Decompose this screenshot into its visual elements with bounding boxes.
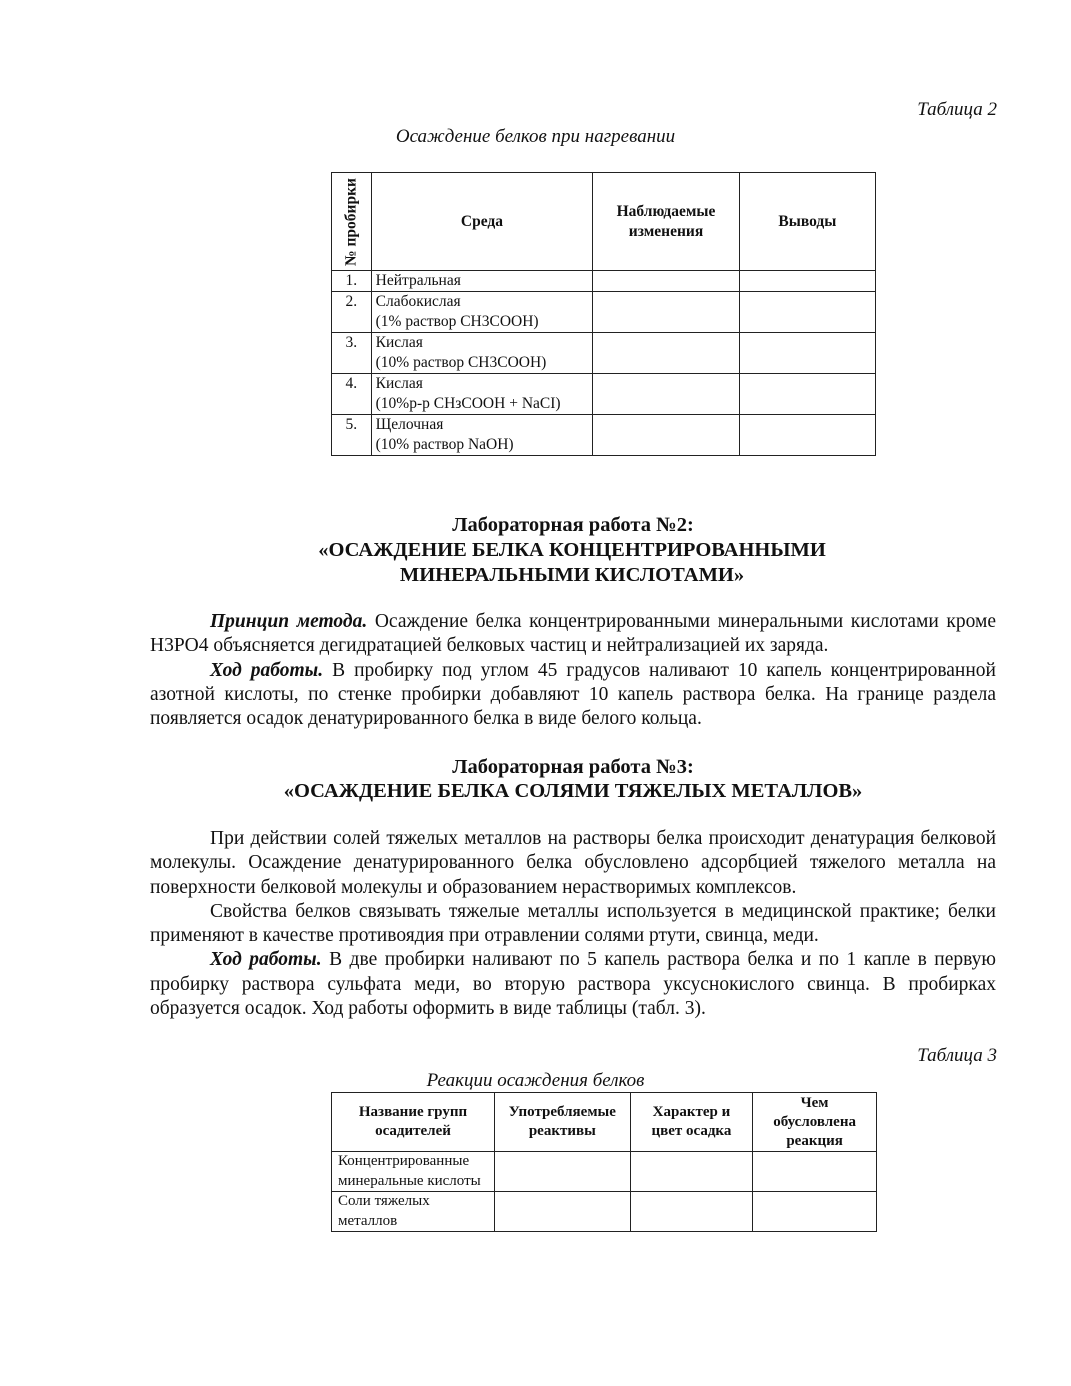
lab2-subtitle: «ОСАЖДЕНИЕ БЕЛКА КОНЦЕНТРИРОВАННЫМИ МИНЕРАЛЬНЫМИ КИСЛОТАМИ»: [318, 539, 826, 586]
row-conclusions: [739, 292, 875, 333]
sreda-line1: Слабокислая: [375, 293, 461, 310]
row-reagents: [495, 1152, 631, 1192]
lab3-procedure: [150, 948, 996, 1021]
row-sreda: [371, 374, 593, 415]
row-num: 5.: [332, 415, 372, 456]
sreda-line2: (10%р-р CHзCOOH + NaCI): [375, 395, 561, 412]
table3: [331, 1092, 877, 1232]
table-row: [332, 271, 876, 292]
table-row: [332, 292, 876, 333]
header-observed-label: Наблюдаемые изменения: [616, 202, 716, 240]
sreda-line1: Щелочная: [375, 416, 444, 433]
lab3-p2: Свойства белков связывать тяжелые металлы используется в медицинской практике; белки применяют в качестве противоядия при отравлении солями ртути, свинца, меди.: [150, 900, 996, 947]
sreda-line1: Кислая: [375, 334, 423, 351]
lab3-p1: При действии солей тяжелых металлов на растворы белка происходит денатурация белковой молекулы. Осаждение денатурированного белка обусловлено адсорбцией тяжелого металла на поверхности белковой молекулы и образованием нерастворимых комплексов.: [150, 828, 996, 898]
lab3-body: [150, 827, 996, 1021]
sreda-line2: (1% раствор CH3COOH): [375, 313, 539, 330]
row-observed: [593, 374, 739, 415]
procedure-label: Ход работы.: [210, 659, 324, 681]
header-cause-label: Чем обусловлена реакция: [773, 1094, 856, 1149]
table2-label: Таблица 2: [917, 99, 997, 120]
table2: [331, 172, 876, 456]
row-conclusions: [739, 374, 875, 415]
principle-text: Осаждение белка концентрированными минеральными кислотами кроме H3PO4 объясняется дегидратацией белковых частиц и нейтрализацией их заряда.: [150, 611, 996, 657]
row-observed: [593, 415, 739, 456]
group-text: Концентрированные минеральные кислоты: [338, 1153, 481, 1189]
table-row: [332, 374, 876, 415]
lab3-title: Лабораторная работа №3:: [452, 756, 694, 778]
row-group: [332, 1192, 495, 1232]
table3-header-row: [332, 1093, 877, 1152]
header-character: [630, 1093, 753, 1152]
header-conclusions: Выводы: [739, 173, 875, 271]
row-cause: [753, 1192, 877, 1232]
row-num: 3.: [332, 333, 372, 374]
row-num: 2.: [332, 292, 372, 333]
table2-header-row: [332, 173, 876, 271]
sreda-line2: (10% раствор CH3COOH): [375, 354, 547, 371]
procedure-label: Ход работы.: [210, 949, 322, 971]
header-num-label: № пробирки: [342, 177, 360, 266]
table-row: [332, 333, 876, 374]
row-reagents: [495, 1192, 631, 1232]
table3-caption: Реакции осаждения белков: [426, 1070, 645, 1091]
table2-caption: Осаждение белков при нагревании: [395, 126, 676, 147]
row-sreda: [371, 415, 593, 456]
row-sreda: [371, 333, 593, 374]
row-character: [630, 1192, 753, 1232]
table-row: [332, 415, 876, 456]
row-conclusions: [739, 271, 875, 292]
sreda-line1: Нейтральная: [375, 272, 461, 289]
lab3-subtitle: «ОСАЖДЕНИЕ БЕЛКА СОЛЯМИ ТЯЖЕЛЫХ МЕТАЛЛОВ»: [283, 780, 863, 802]
row-num: 4.: [332, 374, 372, 415]
sreda-line2: (10% раствор NaOH): [375, 436, 514, 453]
row-character: [630, 1152, 753, 1192]
lab2-body: [150, 610, 996, 731]
header-reagents-label: Употребляемые реактивы: [508, 1104, 616, 1139]
group-text: Соли тяжелых металлов: [338, 1193, 430, 1229]
table3-label: Таблица 3: [917, 1045, 997, 1066]
lab2-procedure: [150, 659, 996, 732]
procedure-text: В две пробирки наливают по 5 капель раствора белка и по 1 капле в первую пробирку раствора сульфата меди, во вторую раствора уксуснокислого свинца. В пробирках образуется осадок. Ход работы оформить в виде таблицы (табл. 3).: [150, 949, 996, 1020]
row-conclusions: [739, 415, 875, 456]
row-conclusions: [739, 333, 875, 374]
lab2-title: Лабораторная работа №2:: [452, 514, 694, 536]
row-observed: [593, 292, 739, 333]
header-reagents: [495, 1093, 631, 1152]
header-character-label: Характер и цвет осадка: [651, 1104, 732, 1139]
procedure-text: В пробирку под углом 45 градусов наливают 10 капель концентрированной азотной кислоты, по стенке пробирки добавляют 10 капель раствора белка. На границе раздела появляется осадок денатурированного белка в виде белого кольца.: [150, 659, 996, 730]
header-cause: [753, 1093, 877, 1152]
table-row: [332, 1192, 877, 1232]
header-group: [332, 1093, 495, 1152]
row-group: [332, 1152, 495, 1192]
header-num: [332, 173, 372, 271]
row-sreda: [371, 271, 593, 292]
row-cause: [753, 1152, 877, 1192]
principle-label: Принцип метода.: [210, 611, 368, 632]
row-observed: [593, 333, 739, 374]
table-row: [332, 1152, 877, 1192]
header-observed: [593, 173, 739, 271]
row-num: 1.: [332, 271, 372, 292]
lab2-principle: [150, 610, 996, 659]
sreda-line1: Кислая: [375, 375, 423, 392]
row-sreda: [371, 292, 593, 333]
header-group-label: Название групп осадителей: [358, 1104, 468, 1139]
header-sreda: Среда: [371, 173, 593, 271]
row-observed: [593, 271, 739, 292]
